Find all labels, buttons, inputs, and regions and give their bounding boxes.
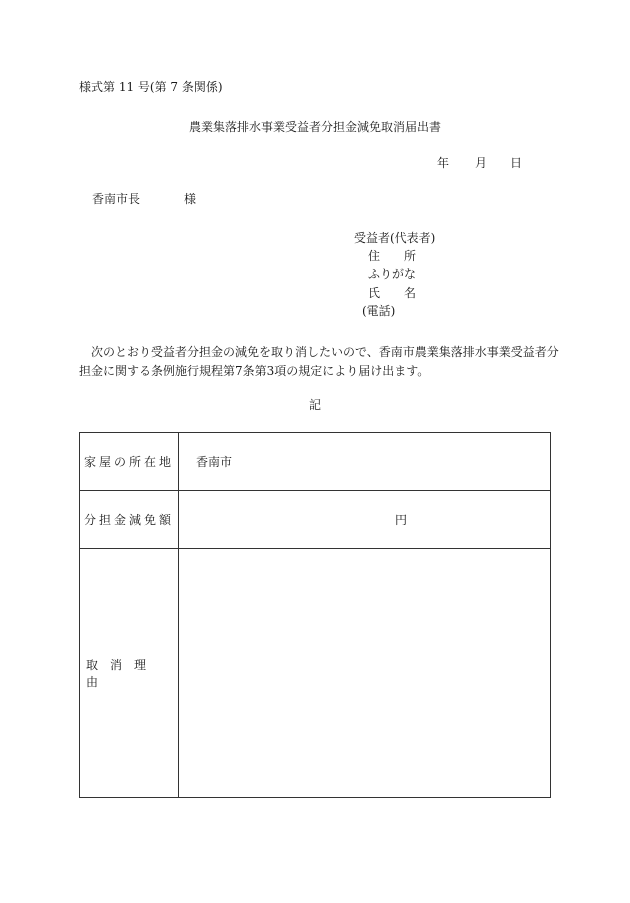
document-title: 農業集落排水事業受益者分担金減免取消届出書: [188, 120, 441, 134]
reason-label: 取消理由: [86, 658, 159, 689]
ki-heading: 記: [308, 398, 321, 412]
body-line-1: 次のとおり受益者分担金の減免を取り消したいので、香南市農業集落排水事業受益者分: [91, 345, 559, 359]
location-label: 家屋の所在地: [83, 455, 174, 469]
addressee-name: 香南市長: [92, 192, 141, 206]
table-row-amount: [80, 491, 550, 549]
amount-label: 分担金減免額: [83, 513, 174, 527]
applicant-furigana-label: ふりがな: [368, 267, 417, 281]
form-number: 様式第 11 号(第 7 条関係): [79, 80, 223, 94]
location-value: 香南市: [196, 455, 233, 469]
applicant-address-label: 住 所: [368, 249, 417, 263]
date-month: 月: [475, 156, 488, 170]
applicant-heading: 受益者(代表者): [354, 231, 436, 245]
amount-label-cell: [80, 491, 179, 548]
date-year: 年: [437, 156, 450, 170]
location-value-cell[interactable]: [179, 433, 550, 490]
addressee-honorific: 様: [184, 192, 197, 206]
applicant-phone-label: (電話): [362, 304, 396, 318]
body-line-2: 担金に関する条例施行規程第7条第3項の規定により届け出ます。: [79, 364, 430, 378]
amount-value-cell[interactable]: [179, 491, 550, 548]
body-paragraph: [79, 343, 559, 381]
table-row-location: [80, 433, 550, 491]
amount-unit: 円: [395, 513, 408, 527]
applicant-name-label: 氏 名: [368, 286, 417, 300]
date-day: 日: [510, 156, 523, 170]
reason-value-cell[interactable]: [179, 549, 550, 797]
detail-table: [79, 432, 551, 798]
table-row-reason: [80, 549, 550, 797]
location-label-cell: [80, 433, 179, 490]
reason-label-cell: [80, 549, 179, 797]
